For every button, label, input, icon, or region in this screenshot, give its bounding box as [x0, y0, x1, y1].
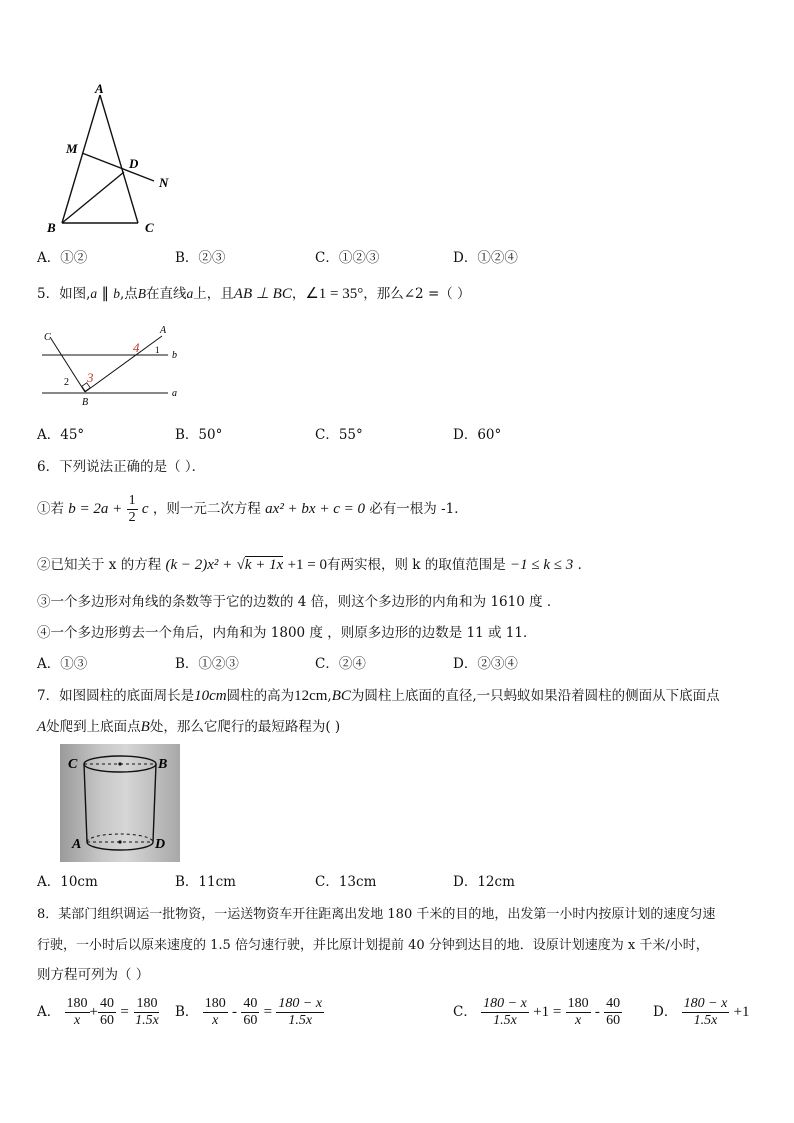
q5-option-d[interactable]: D．60°	[453, 427, 502, 443]
q5-label-4: 4	[133, 340, 140, 355]
q7-option-d[interactable]: D．12cm	[453, 874, 515, 890]
q8-question-line-2: 行驶，一小时后以原来速度的 1.5 倍匀速行驶，并比原计划提前 40 分钟到达目的地．设原计划速度为 x 千米/小时，	[37, 938, 709, 953]
q6-title: 6．下列说法正确的是（ ）．	[37, 459, 206, 475]
q7-cylinder-drawing	[60, 744, 180, 862]
q4-triangle-figure	[40, 80, 180, 240]
q4-label-B: B	[47, 220, 56, 235]
q4-option-c[interactable]: C．①②③	[315, 250, 380, 266]
q6-statement-3: ③一个多边形对角线的条数等于它的边数的 4 倍，则这个多边形的内角和为 1610 度 ．	[37, 594, 561, 610]
q8-option-b[interactable]: B． $\frac{180}{x}$ - $\frac{40}{60}$ = $\frac{180 - x}{1.5x}$	[175, 996, 323, 1028]
q5-option-b[interactable]: B．50°	[175, 427, 223, 443]
q7-photo-label-C: C	[68, 757, 78, 772]
q5-option-a[interactable]: A．45°	[37, 427, 85, 443]
q6-option-a[interactable]: A．①③	[37, 656, 88, 672]
q7-cylinder-photo	[60, 744, 180, 862]
q4-label-D: D	[129, 156, 139, 171]
q4-label-M: M	[66, 141, 78, 156]
q6-option-d[interactable]: D．②③④	[453, 656, 518, 672]
q5-label-A: A	[160, 325, 167, 336]
q8-question-line-3: 则方程可列为（ ）	[37, 967, 150, 983]
q6-statement-1: ①若 b = 2a + $\frac{1}{2}$ c ，则一元二次方程 ax² + bx + c = 0 必有一根为 -1．	[37, 493, 468, 525]
q7-photo-label-B: B	[158, 757, 168, 772]
q5-label-3: 3	[87, 370, 94, 385]
q8-option-a[interactable]: A． $\frac{180}{x}$ + $\frac{40}{60}$ = $\frac{180}{1.5x}$	[37, 996, 159, 1028]
q6-statement-4: ④一个多边形剪去一个角后，内角和为 1800 度 ，则原多边形的边数是 11 或 11．	[37, 625, 537, 641]
q5-label-C: C	[44, 332, 51, 343]
q4-label-N: N	[159, 175, 169, 190]
q6-option-c[interactable]: C．②④	[315, 656, 366, 672]
q7-question-line-2: A处爬到上底面点B处，那么它爬行的最短路程为( )	[37, 719, 341, 735]
q5-label-B: B	[82, 397, 89, 407]
q5-label-2: 2	[64, 377, 69, 388]
q5-label-a: a	[172, 388, 177, 399]
q7-photo-label-D: D	[155, 837, 166, 852]
q5-parallel-lines-figure	[38, 322, 188, 407]
q7-option-a[interactable]: A．10cm	[37, 874, 98, 890]
q4-label-C: C	[145, 220, 154, 235]
q4-option-a[interactable]: A．①②	[37, 250, 88, 266]
q7-photo-label-A: A	[72, 837, 82, 852]
q5-label-b: b	[172, 350, 177, 361]
q8-option-d[interactable]: D． $\frac{180 - x}{1.5x}$ +1	[653, 996, 750, 1028]
q8-option-c[interactable]: C． $\frac{180 - x}{1.5x}$ +1 = $\frac{180}{x}$ - $\frac{40}{60}$	[453, 996, 621, 1028]
q5-question: 5．如图,a ∥ b,点B在直线a上，且AB ⊥ BC，∠1 = 35°，那么∠2 =（ ）	[37, 286, 471, 302]
q7-option-b[interactable]: B．11cm	[175, 874, 236, 890]
q5-label-1: 1	[155, 345, 160, 355]
q6-statement-2: ②已知关于 x 的方程 (k − 2)x² + √k + 1x +1 = 0有两实根，则 k 的取值范围是 −1 ≤ k ≤ 3 ．	[37, 557, 592, 573]
q6-option-b[interactable]: B．①②③	[175, 656, 239, 672]
q4-option-b[interactable]: B．②③	[175, 250, 226, 266]
q7-option-c[interactable]: C．13cm	[315, 874, 377, 890]
q8-question-line-1: 8．某部门组织调运一批物资，一运送物资车开往距离出发地 180 千米的目的地，出发第一小时内按原计划的速度匀速	[37, 907, 716, 922]
q4-option-d[interactable]: D．①②④	[453, 250, 518, 266]
q5-option-c[interactable]: C．55°	[315, 427, 363, 443]
q7-question-line-1: 7．如图圆柱的底面周长是10cm圆柱的高为12cm,BC为圆柱上底面的直径,一只蚂蚁如果沿着圆柱的侧面从下底面点	[37, 688, 720, 704]
q4-label-A: A	[95, 81, 104, 96]
